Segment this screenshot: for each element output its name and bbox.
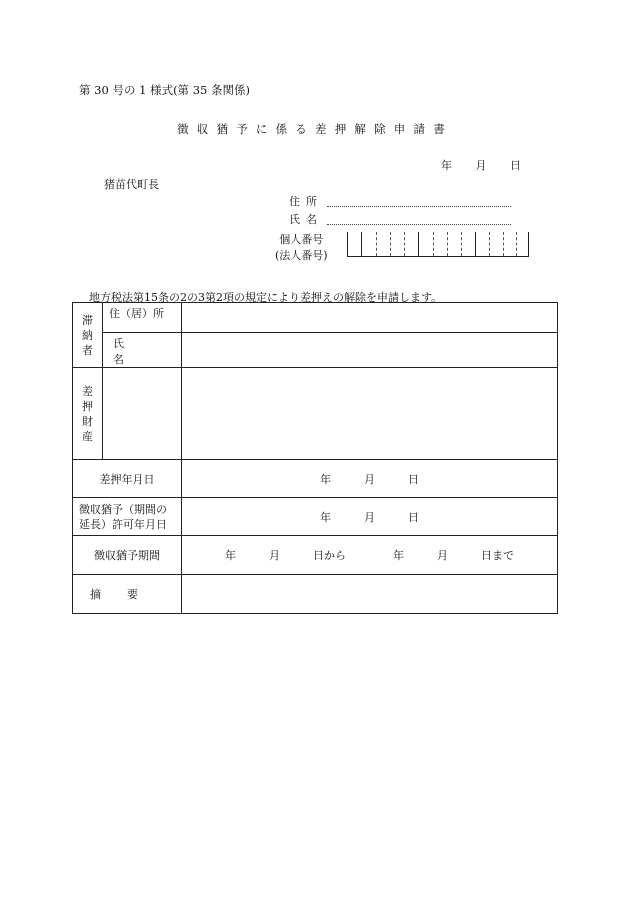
application-date: 年 月 日 [441, 159, 521, 172]
mynumber-divider [433, 232, 434, 256]
application-statement: 地方税法第15条の2の3第2項の規定により差押えの解除を申請します。 [89, 291, 443, 304]
mynumber-divider [390, 232, 391, 256]
property-label-text: 差 押 財 産 [82, 384, 93, 443]
addressee: 猪苗代町長 [104, 178, 159, 191]
mynumber-label-line2: (法人番号) [275, 249, 328, 262]
period-from: 年 月 日から [225, 549, 346, 562]
summary-field[interactable] [182, 575, 558, 614]
mynumber-divider [461, 232, 462, 256]
permit-date-label-line2: 延長）許可年月日 [79, 517, 167, 531]
applicant-block [289, 193, 511, 229]
mynumber-label-line1: 個人番号 [279, 233, 324, 246]
seizure-date-label: 差押年月日 [73, 460, 182, 498]
address-field[interactable] [182, 303, 558, 333]
mynumber-divider [447, 232, 448, 256]
table-row [73, 498, 558, 536]
mynumber-divider [503, 232, 504, 256]
name-label: 氏名 [103, 333, 182, 368]
summary-label: 摘要 [73, 575, 182, 614]
delinquent-label [73, 303, 103, 368]
mynumber-boxes[interactable] [347, 232, 529, 257]
mynumber-divider [475, 232, 476, 256]
applicant-address-line[interactable] [327, 206, 511, 207]
delinquent-label-text: 滞 納 者 [82, 313, 93, 357]
applicant-address-row[interactable] [289, 193, 511, 211]
applicant-address-label: 住所 [289, 195, 323, 208]
mynumber-divider [528, 232, 529, 256]
permit-date-label-line1: 徴収猶予（期間の [79, 502, 167, 516]
address-label: 住（居）所 [103, 303, 182, 333]
period-field[interactable] [182, 536, 558, 575]
application-table [72, 302, 558, 614]
mynumber-divider [404, 232, 405, 256]
applicant-name-row[interactable] [289, 211, 511, 229]
table-row [73, 303, 558, 333]
table-row [73, 333, 558, 368]
property-field-left[interactable] [103, 368, 182, 460]
mynumber-divider [418, 232, 419, 256]
period-to: 年 月 日まで [393, 549, 514, 562]
mynumber-divider [516, 232, 517, 256]
seizure-date-field[interactable]: 年 月 日 [182, 460, 558, 498]
applicant-name-line[interactable] [327, 224, 511, 225]
permit-date-field[interactable]: 年 月 日 [182, 498, 558, 536]
period-label: 徴収猶予期間 [73, 536, 182, 575]
table-row [73, 575, 558, 614]
document-title: 徴収猶予に係る差押解除申請書 [177, 122, 453, 136]
mynumber-divider [376, 232, 377, 256]
mynumber-divider [361, 232, 362, 256]
table-row [73, 368, 558, 460]
table-row [73, 536, 558, 575]
mynumber-label [275, 232, 328, 264]
property-field[interactable] [182, 368, 558, 460]
permit-date-label [73, 498, 182, 536]
mynumber-divider [347, 232, 348, 256]
table-row [73, 460, 558, 498]
applicant-name-label: 氏名 [289, 213, 323, 226]
form-number: 第 30 号の 1 様式(第 35 条関係) [79, 83, 250, 97]
mynumber-divider [489, 232, 490, 256]
property-label [73, 368, 103, 460]
name-field[interactable] [182, 333, 558, 368]
